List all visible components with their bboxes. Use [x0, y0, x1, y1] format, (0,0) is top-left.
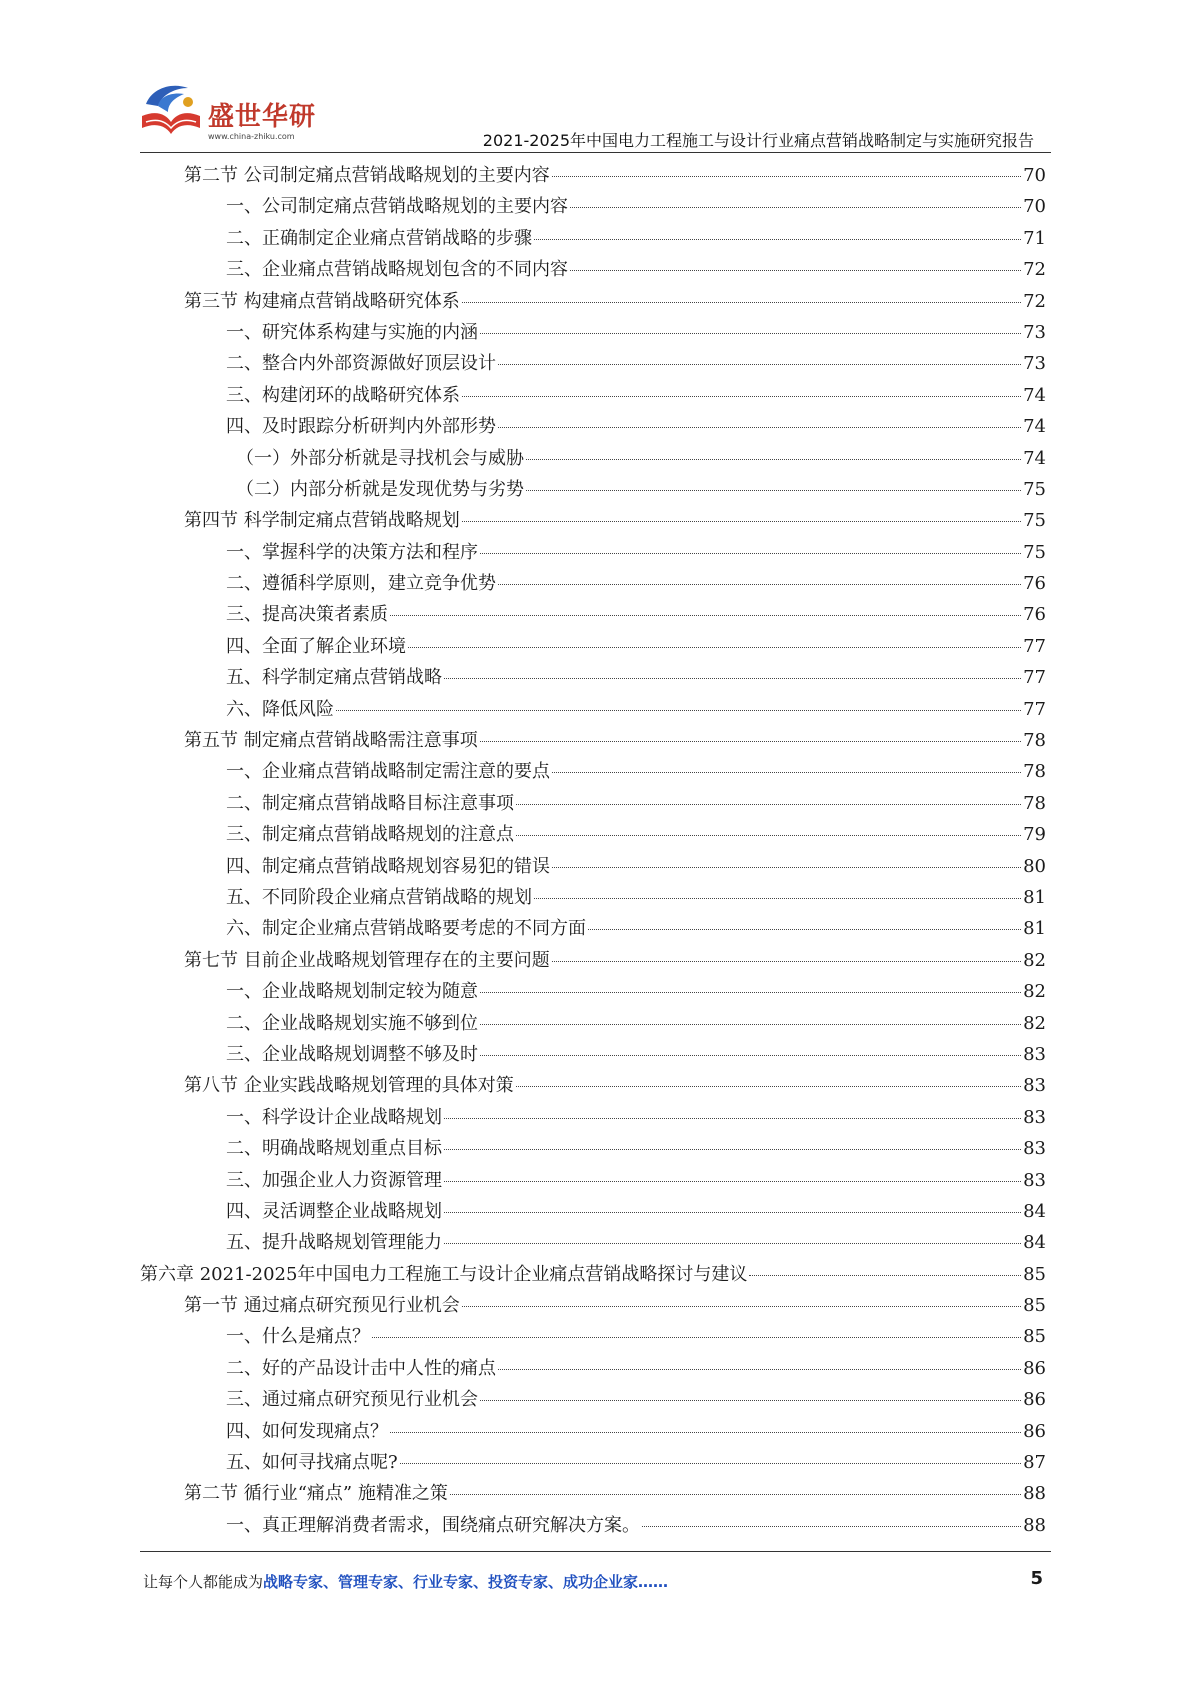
- toc-leader-dots: [516, 1085, 1021, 1087]
- toc-leader-dots: [480, 1054, 1021, 1056]
- toc-entry-page: 75: [1023, 510, 1046, 532]
- toc-entry-title: 六、降低风险: [226, 698, 334, 720]
- toc-entry-title: 三、制定痛点营销战略规划的注意点: [226, 824, 514, 846]
- toc-entry[interactable]: [140, 348, 1046, 379]
- toc-leader-dots: [444, 1148, 1021, 1150]
- toc-entry-title: 三、通过痛点研究预见行业机会: [226, 1389, 478, 1411]
- toc-entry-title: 四、及时跟踪分析研判内外部形势: [226, 416, 496, 438]
- toc-entry-page: 77: [1023, 667, 1046, 689]
- logo-text: 盛世华研: [208, 102, 317, 132]
- toc-entry-title: 第八节 企业实践战略规划管理的具体对策: [184, 1075, 514, 1097]
- toc-entry-title: 第四节 科学制定痛点营销战略规划: [184, 510, 460, 532]
- toc-entry[interactable]: [140, 1102, 1046, 1133]
- toc-leader-dots: [480, 740, 1021, 742]
- toc-entry-title: 二、好的产品设计击中人性的痛点: [226, 1357, 496, 1379]
- toc-entry-page: 85: [1023, 1326, 1046, 1348]
- toc-entry-page: 78: [1023, 761, 1046, 783]
- toc-entry-title: 一、科学设计企业战略规划: [226, 1106, 442, 1128]
- toc-entry-page: 81: [1023, 918, 1046, 940]
- toc-entry-title: 四、灵活调整企业战略规划: [226, 1200, 442, 1222]
- toc-entry[interactable]: [140, 380, 1046, 411]
- toc-leader-dots: [498, 426, 1021, 428]
- toc-leader-dots: [444, 1180, 1021, 1182]
- toc-leader-dots: [480, 552, 1021, 554]
- toc-entry-title: 四、制定痛点营销战略规划容易犯的错误: [226, 855, 550, 877]
- toc-entry-page: 82: [1023, 1012, 1046, 1034]
- toc-leader-dots: [390, 614, 1021, 616]
- toc-entry[interactable]: [140, 191, 1046, 222]
- toc-entry[interactable]: [140, 1008, 1046, 1039]
- toc-leader-dots: [534, 238, 1021, 240]
- toc-leader-dots: [516, 834, 1021, 836]
- toc-entry[interactable]: [140, 788, 1046, 819]
- toc-entry-title: 第六章 2021-2025年中国电力工程施工与设计企业痛点营销战略探讨与建议: [140, 1263, 748, 1285]
- toc-entry-page: 87: [1023, 1452, 1046, 1474]
- toc-leader-dots: [552, 866, 1021, 868]
- toc-entry[interactable]: [140, 599, 1046, 630]
- toc-leader-dots: [462, 520, 1021, 522]
- toc-entry[interactable]: [140, 631, 1046, 662]
- toc-entry-title: 五、如何寻找痛点呢?: [226, 1452, 398, 1474]
- toc-entry-title: 二、企业战略规划实施不够到位: [226, 1012, 478, 1034]
- toc-leader-dots: [749, 1274, 1021, 1276]
- toc-entry-title: 一、企业战略规划制定较为随意: [226, 981, 478, 1003]
- toc-entry[interactable]: [140, 1510, 1046, 1541]
- toc-entry-page: 78: [1023, 730, 1046, 752]
- toc-leader-dots: [526, 489, 1021, 491]
- toc-entry-page: 71: [1023, 227, 1046, 249]
- logo-url: www.china-zhiku.com: [208, 132, 295, 141]
- toc-entry[interactable]: [140, 1321, 1046, 1352]
- toc-entry-page: 72: [1023, 290, 1046, 312]
- toc-entry-page: 81: [1023, 886, 1046, 908]
- toc-leader-dots: [372, 1336, 1021, 1338]
- toc-entry[interactable]: [140, 443, 1046, 474]
- toc-entry[interactable]: [140, 160, 1046, 191]
- toc-leader-dots: [390, 1431, 1021, 1433]
- toc-entry-page: 70: [1023, 196, 1046, 218]
- toc-entry[interactable]: [140, 1384, 1046, 1415]
- toc-entry-title: 三、企业战略规划调整不够及时: [226, 1043, 478, 1065]
- toc-entry-title: 二、制定痛点营销战略目标注意事项: [226, 792, 514, 814]
- toc-entry-title: 三、提高决策者素质: [226, 604, 388, 626]
- toc-leader-dots: [400, 1462, 1021, 1464]
- toc-entry-title: 三、加强企业人力资源管理: [226, 1169, 442, 1191]
- toc-leader-dots: [588, 928, 1021, 930]
- toc-entry-page: 76: [1023, 573, 1046, 595]
- toc-leader-dots: [462, 301, 1021, 303]
- toc-leader-dots: [552, 771, 1021, 773]
- toc-leader-dots: [444, 1211, 1021, 1213]
- footer-slogan-highlight: 战略专家、管理专家、行业专家、投资专家、成功企业家……: [263, 1573, 669, 1591]
- toc-entry[interactable]: [140, 913, 1046, 944]
- toc-entry-page: 79: [1023, 824, 1046, 846]
- toc-entry-title: 第七节 目前企业战略规划管理存在的主要问题: [184, 949, 550, 971]
- table-of-contents: [140, 160, 1046, 1541]
- toc-entry-page: 82: [1023, 981, 1046, 1003]
- toc-entry[interactable]: [140, 223, 1046, 254]
- toc-entry-title: 一、掌握科学的决策方法和程序: [226, 541, 478, 563]
- toc-entry[interactable]: [140, 411, 1046, 442]
- toc-entry-title: 三、企业痛点营销战略规划包含的不同内容: [226, 259, 568, 281]
- toc-leader-dots: [498, 1368, 1021, 1370]
- toc-entry-title: 一、研究体系构建与实施的内涵: [226, 321, 478, 343]
- report-title: 2021-2025年中国电力工程施工与设计行业痛点营销战略制定与实施研究报告: [482, 131, 1034, 150]
- toc-entry[interactable]: [140, 694, 1046, 725]
- toc-leader-dots: [570, 206, 1021, 208]
- toc-entry-page: 83: [1023, 1169, 1046, 1191]
- toc-entry[interactable]: [140, 317, 1046, 348]
- toc-entry-page: 75: [1023, 541, 1046, 563]
- toc-entry-title: 三、构建闭环的战略研究体系: [226, 384, 460, 406]
- toc-entry[interactable]: [140, 1478, 1046, 1509]
- toc-entry[interactable]: [140, 1416, 1046, 1447]
- toc-entry-page: 75: [1023, 478, 1046, 500]
- company-logo: [138, 82, 318, 152]
- toc-entry-title: 第五节 制定痛点营销战略需注意事项: [184, 730, 478, 752]
- toc-entry[interactable]: [140, 254, 1046, 285]
- toc-entry-page: 77: [1023, 698, 1046, 720]
- toc-leader-dots: [408, 646, 1021, 648]
- toc-entry-title: 第二节 公司制定痛点营销战略规划的主要内容: [184, 165, 550, 186]
- toc-entry-page: 85: [1023, 1295, 1046, 1317]
- toc-entry-page: 78: [1023, 792, 1046, 814]
- toc-entry-page: 84: [1023, 1200, 1046, 1222]
- toc-entry-page: 72: [1023, 259, 1046, 281]
- toc-entry-title: 二、正确制定企业痛点营销战略的步骤: [226, 227, 532, 249]
- toc-entry[interactable]: [140, 1353, 1046, 1384]
- toc-entry-page: 70: [1023, 165, 1046, 186]
- toc-leader-dots: [552, 960, 1021, 962]
- toc-entry-title: （一）外部分析就是寻找机会与威胁: [236, 447, 524, 469]
- toc-entry-page: 77: [1023, 635, 1046, 657]
- toc-entry[interactable]: [140, 819, 1046, 850]
- toc-entry-page: 83: [1023, 1043, 1046, 1065]
- toc-entry[interactable]: [140, 1196, 1046, 1227]
- toc-leader-dots: [570, 269, 1021, 271]
- toc-leader-dots: [480, 1399, 1021, 1401]
- toc-entry-page: 83: [1023, 1075, 1046, 1097]
- toc-leader-dots: [462, 1305, 1021, 1307]
- toc-entry-page: 73: [1023, 321, 1046, 343]
- toc-entry-page: 80: [1023, 855, 1046, 877]
- toc-entry[interactable]: [140, 1133, 1046, 1164]
- toc-leader-dots: [336, 709, 1021, 711]
- toc-leader-dots: [444, 1117, 1021, 1119]
- toc-leader-dots: [534, 897, 1021, 899]
- header-divider: [140, 152, 1051, 153]
- toc-entry[interactable]: [140, 1039, 1046, 1070]
- toc-entry-page: 88: [1023, 1483, 1046, 1505]
- toc-entry-title: 一、企业痛点营销战略制定需注意的要点: [226, 761, 550, 783]
- toc-entry-title: 六、制定企业痛点营销战略要考虑的不同方面: [226, 918, 586, 940]
- toc-entry-page: 86: [1023, 1389, 1046, 1411]
- toc-leader-dots: [552, 175, 1021, 177]
- toc-entry-title: 第一节 通过痛点研究预见行业机会: [184, 1295, 460, 1317]
- toc-entry-title: 第三节 构建痛点营销战略研究体系: [184, 290, 460, 312]
- toc-entry[interactable]: [140, 882, 1046, 913]
- toc-entry[interactable]: [140, 1447, 1046, 1478]
- page-number: 5: [1030, 1568, 1043, 1589]
- toc-entry[interactable]: [140, 945, 1046, 976]
- toc-entry[interactable]: [140, 568, 1046, 599]
- toc-entry-page: 73: [1023, 353, 1046, 375]
- toc-leader-dots: [526, 458, 1021, 460]
- toc-entry-title: 第二节 循行业“痛点” 施精准之策: [184, 1483, 448, 1505]
- toc-entry-title: 二、遵循科学原则，建立竞争优势: [226, 573, 496, 595]
- toc-entry-title: 四、全面了解企业环境: [226, 635, 406, 657]
- toc-entry[interactable]: [140, 537, 1046, 568]
- toc-entry-title: 五、不同阶段企业痛点营销战略的规划: [226, 886, 532, 908]
- toc-entry-title: 一、什么是痛点？: [226, 1326, 370, 1348]
- toc-entry[interactable]: [140, 1259, 1046, 1290]
- toc-leader-dots: [480, 332, 1021, 334]
- logo-book-icon: [138, 82, 204, 142]
- footer-slogan: [143, 1571, 668, 1592]
- toc-entry-title: 四、如何发现痛点？: [226, 1420, 388, 1442]
- toc-leader-dots: [480, 1023, 1021, 1025]
- toc-entry[interactable]: [140, 1165, 1046, 1196]
- page-header: [0, 0, 1191, 150]
- footer-divider: [140, 1551, 1051, 1552]
- toc-entry-title: 二、整合内外部资源做好顶层设计: [226, 353, 496, 375]
- toc-leader-dots: [498, 583, 1021, 585]
- toc-entry[interactable]: [140, 505, 1046, 536]
- toc-entry-title: 一、公司制定痛点营销战略规划的主要内容: [226, 196, 568, 218]
- toc-leader-dots: [480, 991, 1021, 993]
- toc-entry-page: 83: [1023, 1138, 1046, 1160]
- toc-leader-dots: [444, 1242, 1021, 1244]
- toc-entry-title: 一、真正理解消费者需求，围绕痛点研究解决方案。: [226, 1514, 640, 1536]
- toc-entry[interactable]: [140, 662, 1046, 693]
- toc-leader-dots: [498, 363, 1021, 365]
- toc-entry-page: 85: [1023, 1263, 1046, 1285]
- toc-entry[interactable]: [140, 756, 1046, 787]
- toc-entry-page: 83: [1023, 1106, 1046, 1128]
- toc-entry-title: 二、明确战略规划重点目标: [226, 1138, 442, 1160]
- toc-entry-title: 五、提升战略规划管理能力: [226, 1232, 442, 1254]
- toc-entry-page: 86: [1023, 1357, 1046, 1379]
- toc-entry[interactable]: [140, 1290, 1046, 1321]
- toc-entry[interactable]: [140, 286, 1046, 317]
- toc-entry-page: 74: [1023, 416, 1046, 438]
- toc-entry-page: 82: [1023, 949, 1046, 971]
- toc-entry[interactable]: [140, 474, 1046, 505]
- toc-entry[interactable]: [140, 976, 1046, 1007]
- toc-leader-dots: [462, 395, 1021, 397]
- footer-slogan-prefix: 让每个人都能成为: [143, 1573, 264, 1591]
- toc-entry[interactable]: [140, 1070, 1046, 1101]
- toc-entry-title: 五、科学制定痛点营销战略: [226, 667, 442, 689]
- toc-entry-page: 74: [1023, 384, 1046, 406]
- toc-entry-title: （二）内部分析就是发现优势与劣势: [236, 478, 524, 500]
- toc-entry-page: 88: [1023, 1514, 1046, 1536]
- toc-entry-page: 86: [1023, 1420, 1046, 1442]
- toc-leader-dots: [516, 803, 1021, 805]
- toc-entry[interactable]: [140, 851, 1046, 882]
- toc-entry-page: 76: [1023, 604, 1046, 626]
- toc-entry[interactable]: [140, 1227, 1046, 1258]
- toc-entry-page: 84: [1023, 1232, 1046, 1254]
- toc-leader-dots: [642, 1525, 1021, 1527]
- toc-leader-dots: [444, 677, 1021, 679]
- toc-entry[interactable]: [140, 725, 1046, 756]
- toc-entry-page: 74: [1023, 447, 1046, 469]
- toc-leader-dots: [450, 1493, 1021, 1495]
